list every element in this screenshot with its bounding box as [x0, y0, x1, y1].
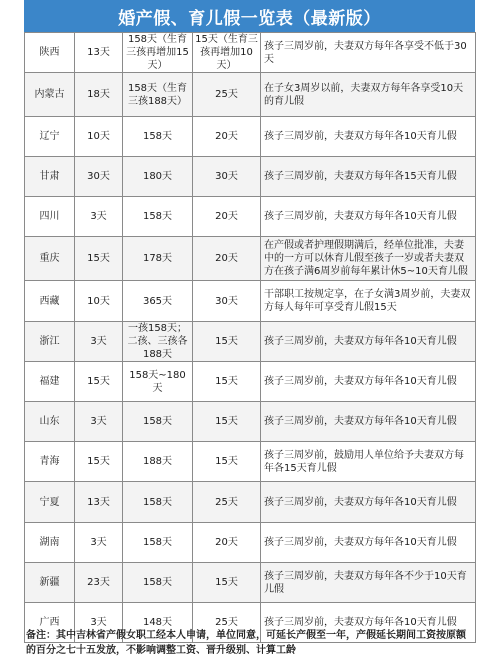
paternity-leave-cell: 20天: [193, 523, 261, 563]
parental-leave-cell: 孩子三周岁前，夫妻双方每年各10天育儿假: [261, 402, 476, 442]
maternity-leave-cell: 188天: [123, 442, 193, 482]
province-cell: 山东: [25, 402, 75, 442]
marriage-leave-cell: 13天: [75, 33, 123, 73]
table-row: [25, 523, 476, 563]
parental-leave-cell: 在子女3周岁以前，夫妻双方每年各享受10天的育儿假: [261, 73, 476, 117]
marriage-leave-cell: 15天: [75, 442, 123, 482]
maternity-leave-cell: 180天: [123, 157, 193, 197]
paternity-leave-cell: 15天: [193, 322, 261, 362]
paternity-leave-cell: 15天: [193, 563, 261, 603]
province-cell: 青海: [25, 442, 75, 482]
maternity-leave-cell: 一孩158天；二孩、三孩各188天: [123, 322, 193, 362]
paternity-leave-cell: 30天: [193, 157, 261, 197]
paternity-leave-cell: 15天: [193, 362, 261, 402]
marriage-leave-cell: 13天: [75, 482, 123, 523]
table-row: [25, 117, 476, 157]
table-row: [25, 281, 476, 322]
province-cell: 新疆: [25, 563, 75, 603]
table-row: [25, 442, 476, 482]
marriage-leave-cell: 15天: [75, 237, 123, 281]
parental-leave-cell: 孩子三周岁前，夫妻双方每年各10天育儿假: [261, 603, 476, 643]
maternity-leave-cell: 158天（生育三孩再增加15天）: [123, 33, 193, 73]
province-cell: 广西: [25, 603, 75, 643]
province-cell: 甘肃: [25, 157, 75, 197]
footnote: 备注：其中吉林省产假女职工经本人申请，单位同意，可延长产假至一年，产假延长期间工资按原额的百分之七十五发放，不影响调整工资、晋升级别、计算工龄: [26, 630, 466, 656]
marriage-leave-cell: 3天: [75, 603, 123, 643]
maternity-leave-cell: 158天: [123, 197, 193, 237]
table-row: [25, 563, 476, 603]
table-row: [25, 157, 476, 197]
paternity-leave-cell: 25天: [193, 603, 261, 643]
table-row: [25, 322, 476, 362]
province-cell: 湖南: [25, 523, 75, 563]
marriage-leave-cell: 30天: [75, 157, 123, 197]
province-cell: 陕西: [25, 33, 75, 73]
parental-leave-cell: 在产假或者护理假期满后，经单位批准，夫妻中的一方可以休育儿假至孩子一岁或者夫妻双方在孩子满6周岁前每年累计休5~10天育儿假: [261, 237, 476, 281]
table-row: [25, 33, 476, 73]
province-cell: 重庆: [25, 237, 75, 281]
parental-leave-cell: 孩子三周岁前，夫妻双方每年各10天育儿假: [261, 482, 476, 523]
maternity-leave-cell: 158天~180天: [123, 362, 193, 402]
paternity-leave-cell: 15天（生育三孩再增加10天）: [193, 33, 261, 73]
paternity-leave-cell: 20天: [193, 117, 261, 157]
maternity-leave-cell: 158天: [123, 482, 193, 523]
province-cell: 福建: [25, 362, 75, 402]
parental-leave-cell: 孩子三周岁前，夫妻双方每年各10天育儿假: [261, 117, 476, 157]
province-cell: 内蒙古: [25, 73, 75, 117]
paternity-leave-cell: 20天: [193, 197, 261, 237]
parental-leave-cell: 孩子三周岁前，夫妻双方每年各15天育儿假: [261, 157, 476, 197]
marriage-leave-cell: 23天: [75, 563, 123, 603]
table-row: [25, 362, 476, 402]
province-cell: 辽宁: [25, 117, 75, 157]
paternity-leave-cell: 25天: [193, 482, 261, 523]
marriage-leave-cell: 10天: [75, 117, 123, 157]
marriage-leave-cell: 15天: [75, 362, 123, 402]
parental-leave-cell: 孩子三周岁前，夫妻双方每年各10天育儿假: [261, 197, 476, 237]
paternity-leave-cell: 25天: [193, 73, 261, 117]
paternity-leave-cell: 15天: [193, 402, 261, 442]
maternity-leave-cell: 365天: [123, 281, 193, 322]
maternity-leave-cell: 178天: [123, 237, 193, 281]
leave-table: [24, 32, 476, 643]
maternity-leave-cell: 158天: [123, 563, 193, 603]
parental-leave-cell: 孩子三周岁前，夫妻双方每年各不少于10天育儿假: [261, 563, 476, 603]
parental-leave-cell: 孩子三周岁前，夫妻双方每年各10天育儿假: [261, 362, 476, 402]
table-row: [25, 482, 476, 523]
province-cell: 浙江: [25, 322, 75, 362]
table-row: [25, 402, 476, 442]
paternity-leave-cell: 30天: [193, 281, 261, 322]
maternity-leave-cell: 158天（生育三孩188天）: [123, 73, 193, 117]
marriage-leave-cell: 3天: [75, 523, 123, 563]
table-row: [25, 73, 476, 117]
maternity-leave-cell: 158天: [123, 117, 193, 157]
parental-leave-cell: 孩子三周岁前，夫妻双方每年各10天育儿假: [261, 523, 476, 563]
parental-leave-cell: 孩子三周岁前，夫妻双方每年各享受不低于30天: [261, 33, 476, 73]
marriage-leave-cell: 18天: [75, 73, 123, 117]
parental-leave-cell: 干部职工按规定享，在子女满3周岁前，夫妻双方每人每年可享受育儿假15天: [261, 281, 476, 322]
marriage-leave-cell: 3天: [75, 402, 123, 442]
maternity-leave-cell: 158天: [123, 402, 193, 442]
marriage-leave-cell: 3天: [75, 197, 123, 237]
province-cell: 西藏: [25, 281, 75, 322]
page-title: 婚产假、育儿假一览表（最新版）: [24, 0, 475, 32]
paternity-leave-cell: 15天: [193, 442, 261, 482]
marriage-leave-cell: 10天: [75, 281, 123, 322]
province-cell: 四川: [25, 197, 75, 237]
maternity-leave-cell: 148天: [123, 603, 193, 643]
parental-leave-cell: 孩子三周岁前，夫妻双方每年各10天育儿假: [261, 322, 476, 362]
table-row: [25, 237, 476, 281]
marriage-leave-cell: 3天: [75, 322, 123, 362]
paternity-leave-cell: 20天: [193, 237, 261, 281]
maternity-leave-cell: 158天: [123, 523, 193, 563]
province-cell: 宁夏: [25, 482, 75, 523]
table-row: [25, 197, 476, 237]
parental-leave-cell: 孩子三周岁前，鼓励用人单位给予夫妻双方每年各15天育儿假: [261, 442, 476, 482]
